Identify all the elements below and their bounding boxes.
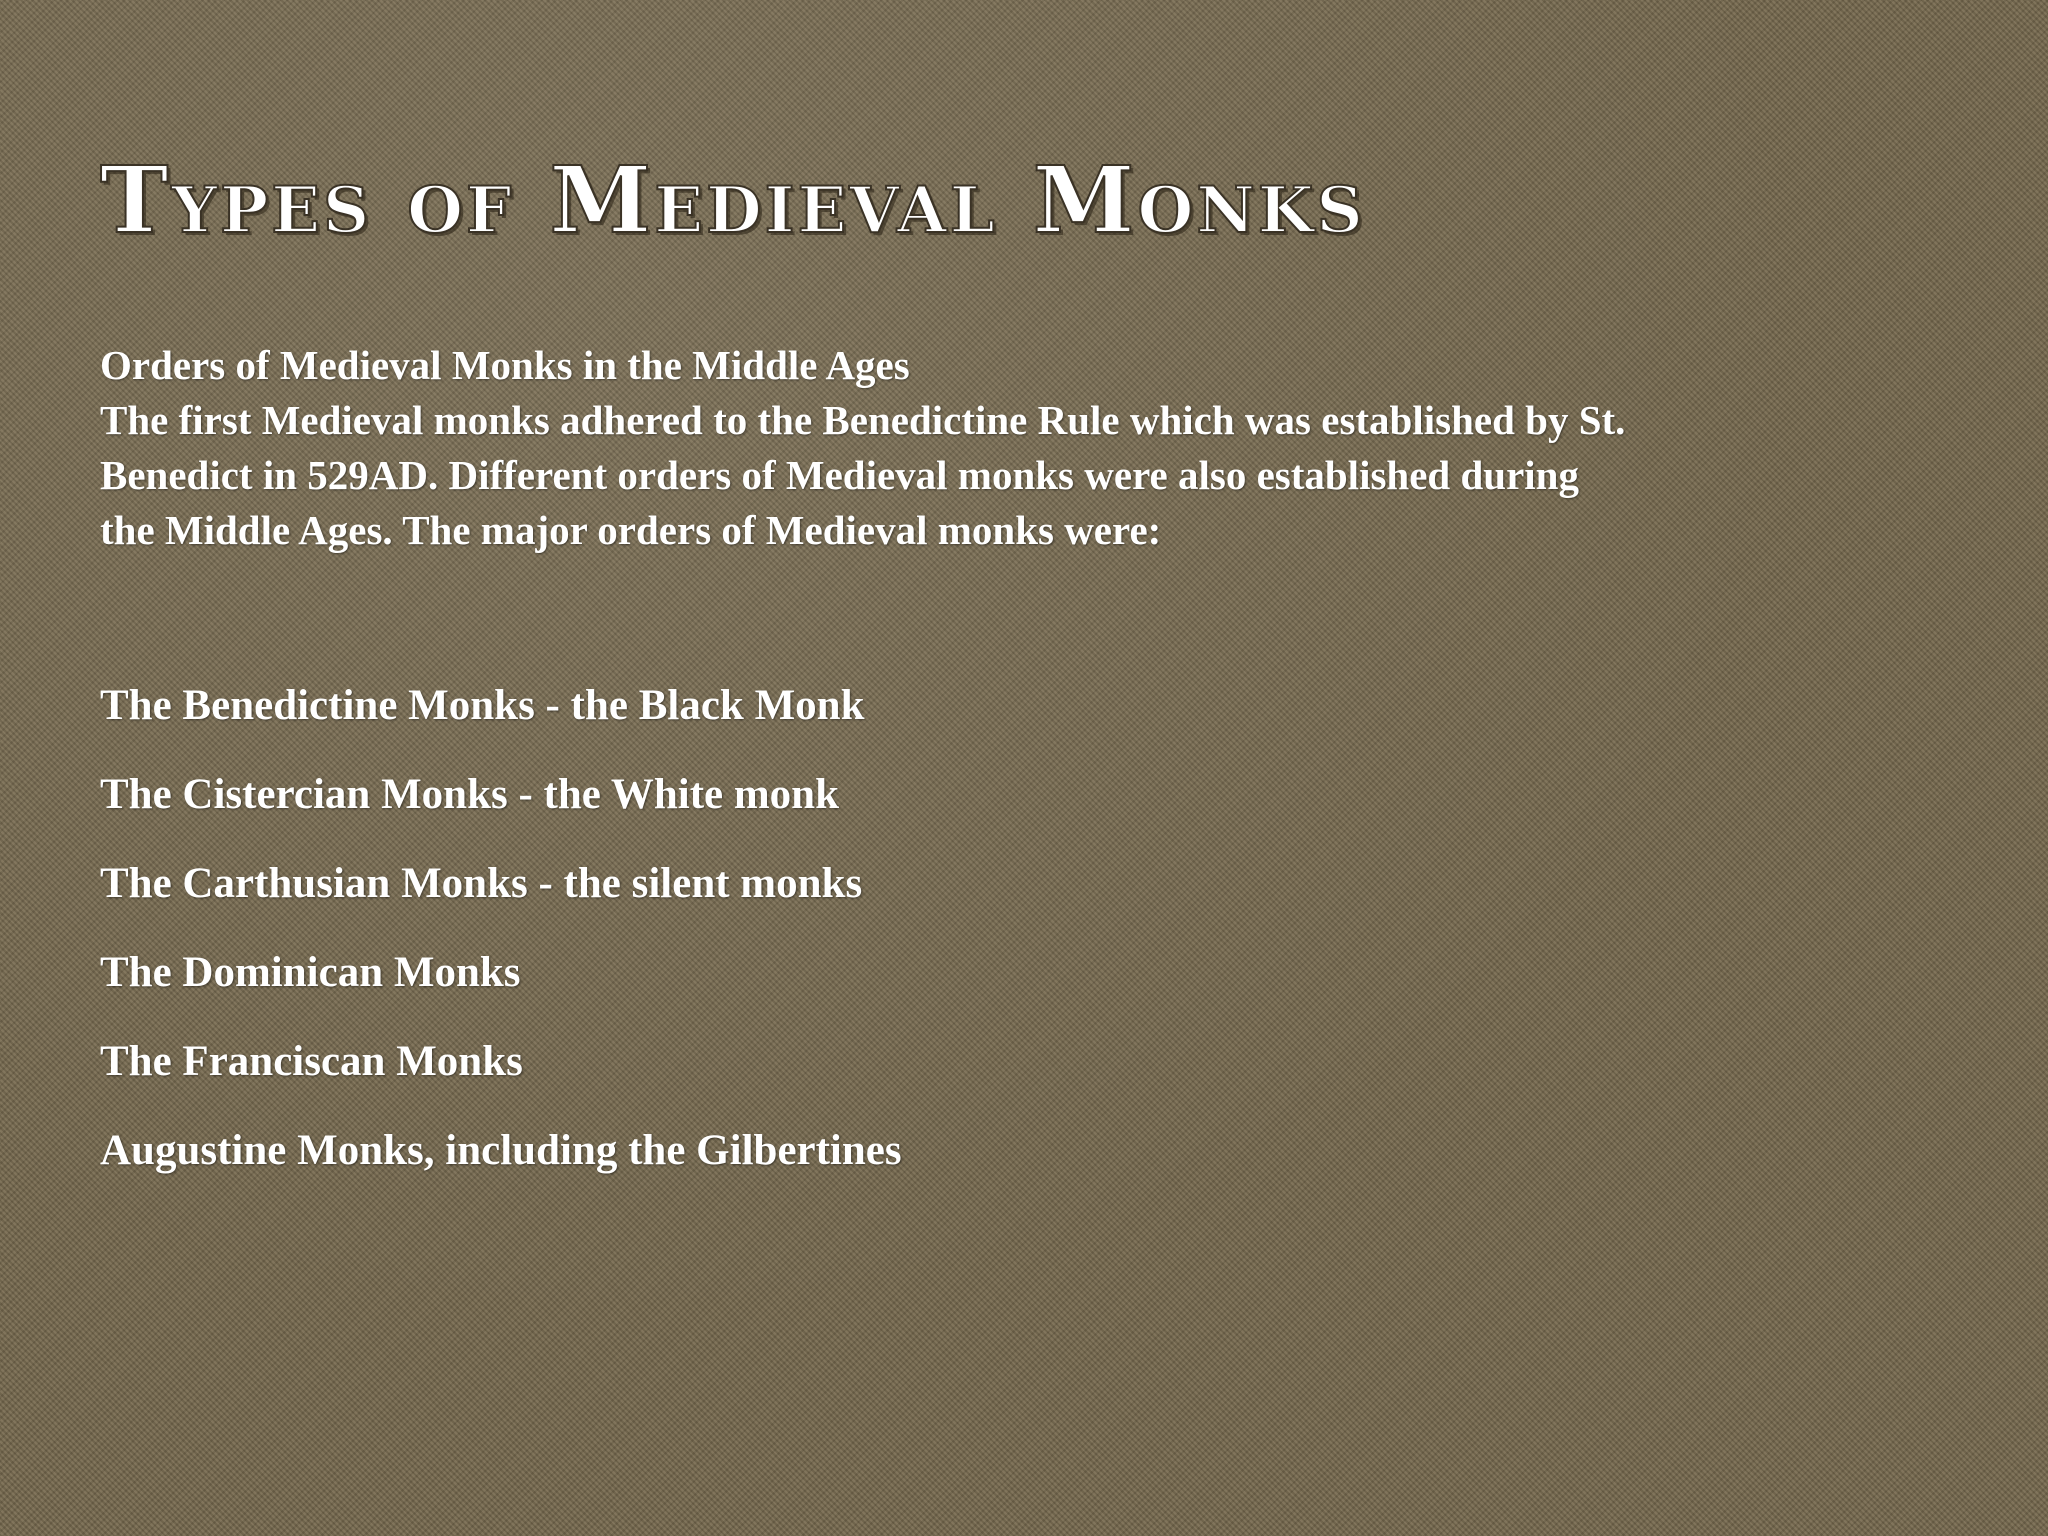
intro-line: The first Medieval monks adhered to the Benedictine Rule which was established by St. [100,397,1626,443]
order-item-augustine: Augustine Monks, including the Gilbertines [100,1127,902,1174]
order-item-dominican: The Dominican Monks [100,949,521,996]
slide-title: Types of Medieval Monks [100,146,1366,254]
intro-heading: Orders of Medieval Monks in the Middle Ages [100,342,910,388]
order-item-cistercian: The Cistercian Monks - the White monk [100,771,839,818]
order-item-benedictine: The Benedictine Monks - the Black Monk [100,682,865,729]
order-item-carthusian: The Carthusian Monks - the silent monks [100,860,863,907]
orders-list [100,678,902,1212]
order-item-franciscan: The Franciscan Monks [100,1038,523,1085]
intro-line: Benedict in 529AD. Different orders of Medieval monks were also established during [100,452,1579,498]
intro-line: the Middle Ages. The major orders of Medieval monks were: [100,507,1162,553]
intro-paragraph [100,338,1840,558]
